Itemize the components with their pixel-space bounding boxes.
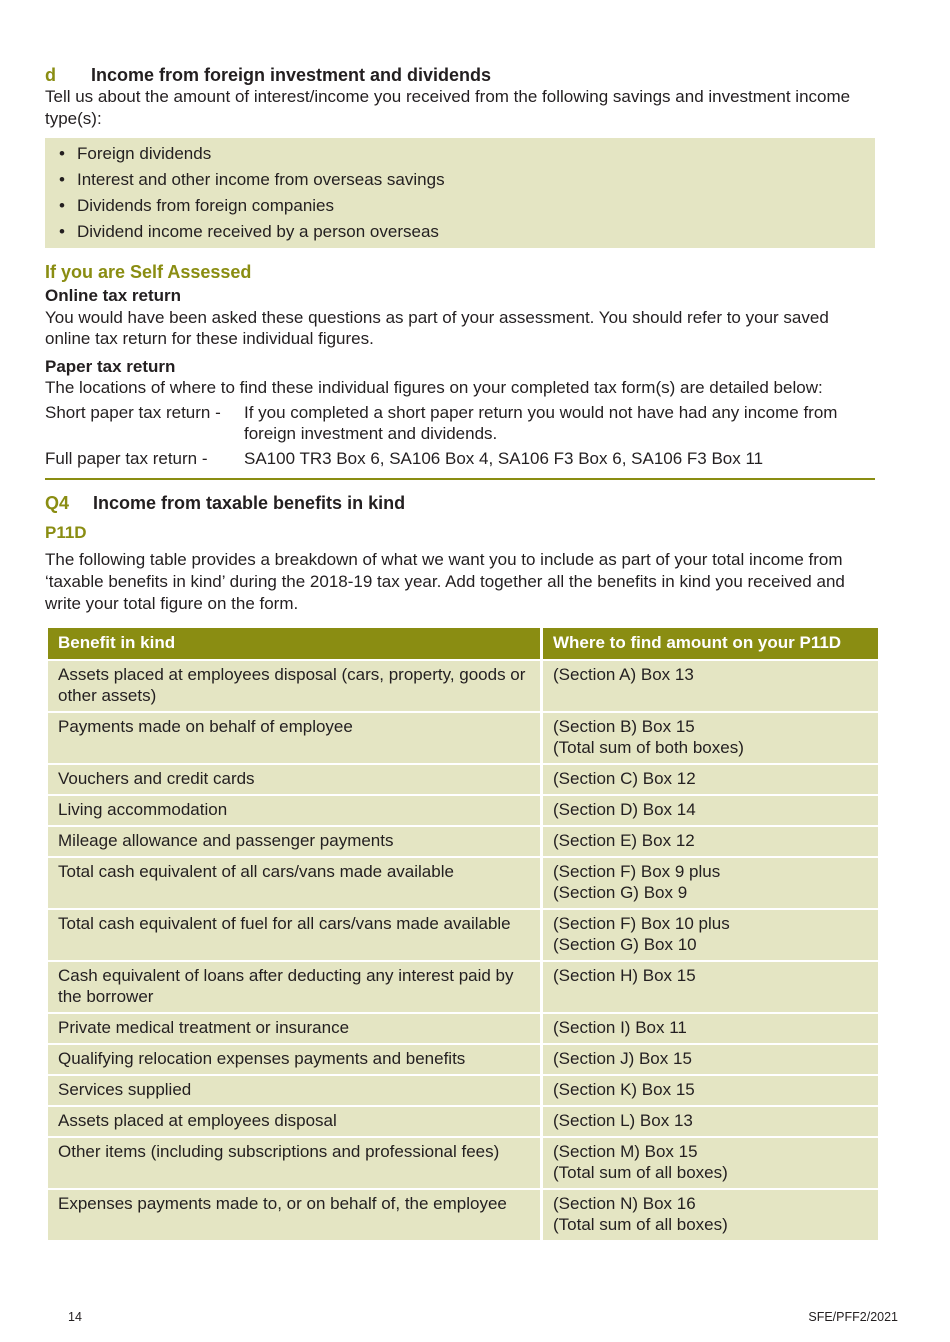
column-header-benefit: Benefit in kind — [48, 628, 540, 659]
benefit-cell: Expenses payments made to, or on behalf of, the employee — [48, 1190, 540, 1240]
benefit-cell: Total cash equivalent of all cars/vans made available — [48, 858, 540, 908]
online-tax-return-text: You would have been asked these questions as part of your assessment. You should refer to your saved online tax return for these individual figures. — [45, 307, 829, 348]
table-row — [48, 962, 878, 1012]
full-return-label: Full paper tax return - — [45, 448, 208, 468]
p11d-location-cell: (Section D) Box 14 — [543, 796, 878, 825]
table-row — [48, 1138, 878, 1188]
table-header-row — [48, 628, 878, 659]
benefit-cell: Services supplied — [48, 1076, 540, 1105]
benefit-cell: Vouchers and credit cards — [48, 765, 540, 794]
table-body — [48, 661, 878, 1240]
p11d-location-cell: (Section L) Box 13 — [543, 1107, 878, 1136]
short-return-label: Short paper tax return - — [45, 402, 221, 422]
benefit-cell: Mileage allowance and passenger payments — [48, 827, 540, 856]
table-row — [48, 1045, 878, 1074]
benefits-table — [45, 626, 881, 1242]
p11d-location-cell: (Section F) Box 9 plus (Section G) Box 9 — [543, 858, 878, 908]
q4-heading — [45, 492, 875, 514]
p11d-location-cell: (Section B) Box 15 (Total sum of both boxes) — [543, 713, 878, 763]
full-return-value: SA100 TR3 Box 6, SA106 Box 4, SA106 F3 Box 6, SA106 F3 Box 11 — [244, 448, 764, 468]
table-row — [48, 661, 878, 711]
section-d-heading — [45, 64, 875, 86]
table-row — [48, 765, 878, 794]
p11d-location-cell: (Section A) Box 13 — [543, 661, 878, 711]
p11d-location-cell: (Section K) Box 15 — [543, 1076, 878, 1105]
p11d-location-cell: (Section H) Box 15 — [543, 962, 878, 1012]
table-row — [48, 858, 878, 908]
benefit-cell: Other items (including subscriptions and professional fees) — [48, 1138, 540, 1188]
benefit-cell: Payments made on behalf of employee — [48, 713, 540, 763]
table-row — [48, 910, 878, 960]
benefit-cell: Assets placed at employees disposal (cars, property, goods or other assets) — [48, 661, 540, 711]
section-d-intro: Tell us about the amount of interest/income you received from the following savings and investment income type(s): — [45, 87, 851, 128]
q4-intro: The following table provides a breakdown of what we want you to include as part of your total income from ‘taxable benefits in kind’ during the 2018-19 tax year. Add together all the benefits in kind you received and write your total figure on the form. — [45, 550, 845, 613]
table-row — [48, 1014, 878, 1043]
column-header-location: Where to find amount on your P11D — [543, 628, 878, 659]
paper-tax-return-text: The locations of where to find these individual figures on your completed tax form(s) are detailed below: — [45, 378, 823, 397]
list-item: • Foreign dividends — [45, 141, 875, 167]
p11d-location-cell: (Section N) Box 16 (Total sum of all boxes) — [543, 1190, 878, 1240]
p11d-location-cell: (Section M) Box 15 (Total sum of all boxes) — [543, 1138, 878, 1188]
table-row — [48, 827, 878, 856]
table-row — [48, 1076, 878, 1105]
section-letter: d — [45, 65, 56, 85]
short-return-value: If you completed a short paper return you would not have had any income from foreign investment and dividends. — [244, 402, 838, 443]
benefit-cell: Assets placed at employees disposal — [48, 1107, 540, 1136]
online-tax-return-heading: Online tax return — [45, 286, 182, 305]
table-row — [48, 713, 878, 763]
section-title: Income from foreign investment and dividends — [91, 65, 492, 85]
p11d-location-cell: (Section I) Box 11 — [543, 1014, 878, 1043]
table-row — [48, 1107, 878, 1136]
p11d-location-cell: (Section C) Box 12 — [543, 765, 878, 794]
p11d-subheading: P11D — [45, 523, 87, 542]
short-return-row — [45, 402, 875, 445]
table-row — [48, 796, 878, 825]
divider — [45, 478, 875, 480]
income-type-list — [45, 138, 875, 248]
question-number: Q4 — [45, 493, 70, 513]
benefit-cell: Qualifying relocation expenses payments and benefits — [48, 1045, 540, 1074]
p11d-location-cell: (Section F) Box 10 plus (Section G) Box 10 — [543, 910, 878, 960]
page-number: 14 — [68, 1310, 82, 1324]
full-return-row — [45, 448, 875, 470]
table-row — [48, 1190, 878, 1240]
p11d-location-cell: (Section E) Box 12 — [543, 827, 878, 856]
self-assessed-heading: If you are Self Assessed — [45, 262, 252, 282]
benefit-cell: Cash equivalent of loans after deducting any interest paid by the borrower — [48, 962, 540, 1012]
benefit-cell: Total cash equivalent of fuel for all cars/vans made available — [48, 910, 540, 960]
p11d-location-cell: (Section J) Box 15 — [543, 1045, 878, 1074]
document-reference: SFE/PFF2/2021 — [808, 1310, 898, 1324]
list-item: • Dividend income received by a person overseas — [45, 219, 875, 245]
list-item: • Interest and other income from overseas savings — [45, 167, 875, 193]
benefit-cell: Private medical treatment or insurance — [48, 1014, 540, 1043]
question-title: Income from taxable benefits in kind — [93, 493, 406, 513]
document-page — [45, 64, 875, 1242]
paper-tax-return-heading: Paper tax return — [45, 356, 176, 376]
list-item: • Dividends from foreign companies — [45, 193, 875, 219]
benefit-cell: Living accommodation — [48, 796, 540, 825]
